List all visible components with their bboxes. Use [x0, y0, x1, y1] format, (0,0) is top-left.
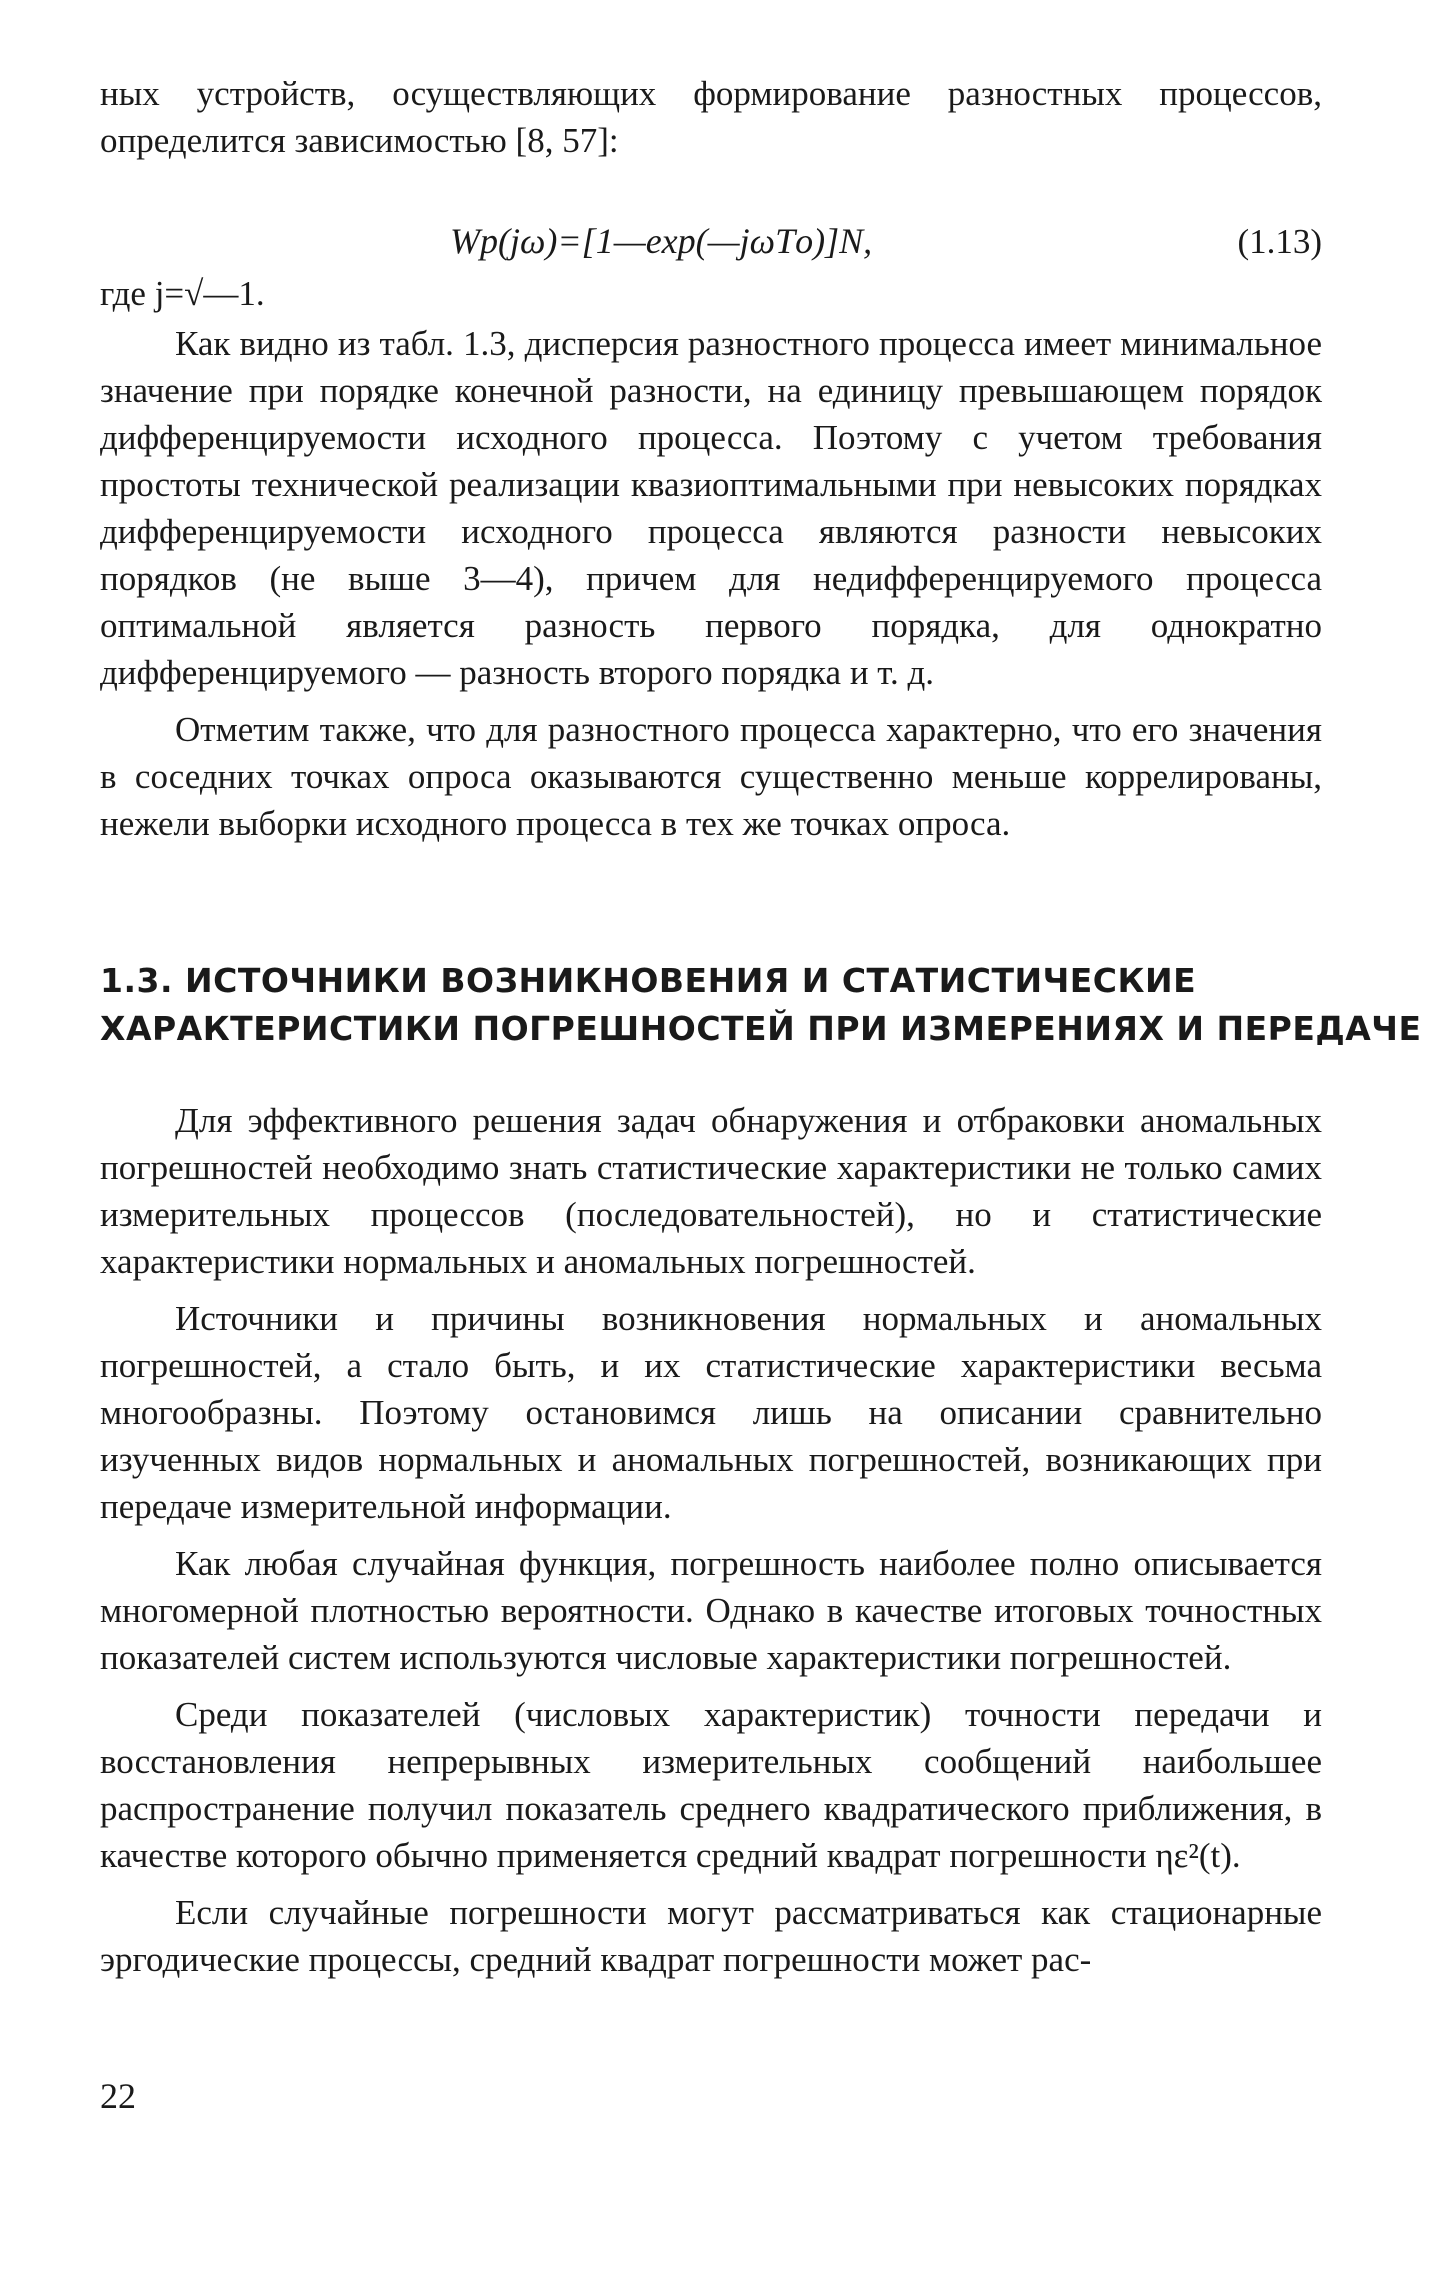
where-clause: где j=√—1. [100, 274, 265, 313]
paragraph-indicators: Среди показателей (числовых характеристик) точности передачи и восстановления непрерывных измерительных сообщений наибольшее распространение получил показатель среднего квадратического приближения, в качестве которого обычно применяется средний квадрат погрешности ηε²(t). [100, 1695, 1322, 1875]
section-heading-line-2: ХАРАКТЕРИСТИКИ ПОГРЕШНОСТЕЙ ПРИ ИЗМЕРЕНИЯХ И ПЕРЕДАЧЕ [100, 1009, 1422, 1048]
section-heading [100, 957, 1422, 1053]
formula-row [100, 218, 1322, 278]
formula-1-13: Wр(jω)=[1—exp(—jωTо)]N, [450, 221, 873, 261]
paragraph-random-function: Как любая случайная функция, погрешность наиболее полно описывается многомерной плотностью вероятности. Однако в качестве итоговых точностных показателей систем используются числовые характеристики погрешностей. [100, 1544, 1322, 1677]
section-heading-line-1: 1.3. ИСТОЧНИКИ ВОЗНИКНОВЕНИЯ И СТАТИСТИЧЕСКИЕ [100, 961, 1197, 1000]
paragraph-sources: Источники и причины возникновения нормальных и аномальных погрешностей, а стало быть, и их статистические характеристики весьма многообразны. Поэтому остановимся лишь на описании сравнительно изученных видов нормальных и аномальных погрешностей, возникающих при передаче измерительной информации. [100, 1299, 1322, 1526]
paragraph-detection: Для эффективного решения задач обнаружения и отбраковки аномальных погрешностей необходимо знать статистические характеристики не только самих измерительных процессов (последовательностей), но и статистические характеристики нормальных и аномальных погрешностей. [100, 1101, 1322, 1281]
page-number: 22 [100, 2076, 136, 2116]
paragraph-dispersion: Как видно из табл. 1.3, дисперсия разностного процесса имеет минимальное значение при порядке конечной разности, на единицу превышающем порядок дифференцируемости исходного процесса. Поэтому с учетом требования простоты технической реализации квазиоптимальными при невысоких порядках дифференцируемости исходного процесса являются разности невысоких порядков (не выше 3—4), причем для недифференцируемого процесса оптимальной является разность первого порядка, для однократно дифференцируемого — разность второго порядка и т. д. [100, 324, 1322, 692]
formula-number: (1.13) [1237, 222, 1322, 261]
intro-paragraph: ных устройств, осуществляющих формирование разностных процессов, определится зависимостью [8, 57]: [100, 74, 1322, 160]
paragraph-stationary: Если случайные погрешности могут рассматриваться как стационарные эргодические процессы, средний квадрат погрешности может рас- [100, 1893, 1322, 1979]
paragraph-correlation: Отметим также, что для разностного процесса характерно, что его значения в соседних точках опроса оказываются существенно меньше коррелированы, нежели выборки исходного процесса в тех же точках опроса. [100, 710, 1322, 843]
page-body [100, 70, 1422, 1983]
